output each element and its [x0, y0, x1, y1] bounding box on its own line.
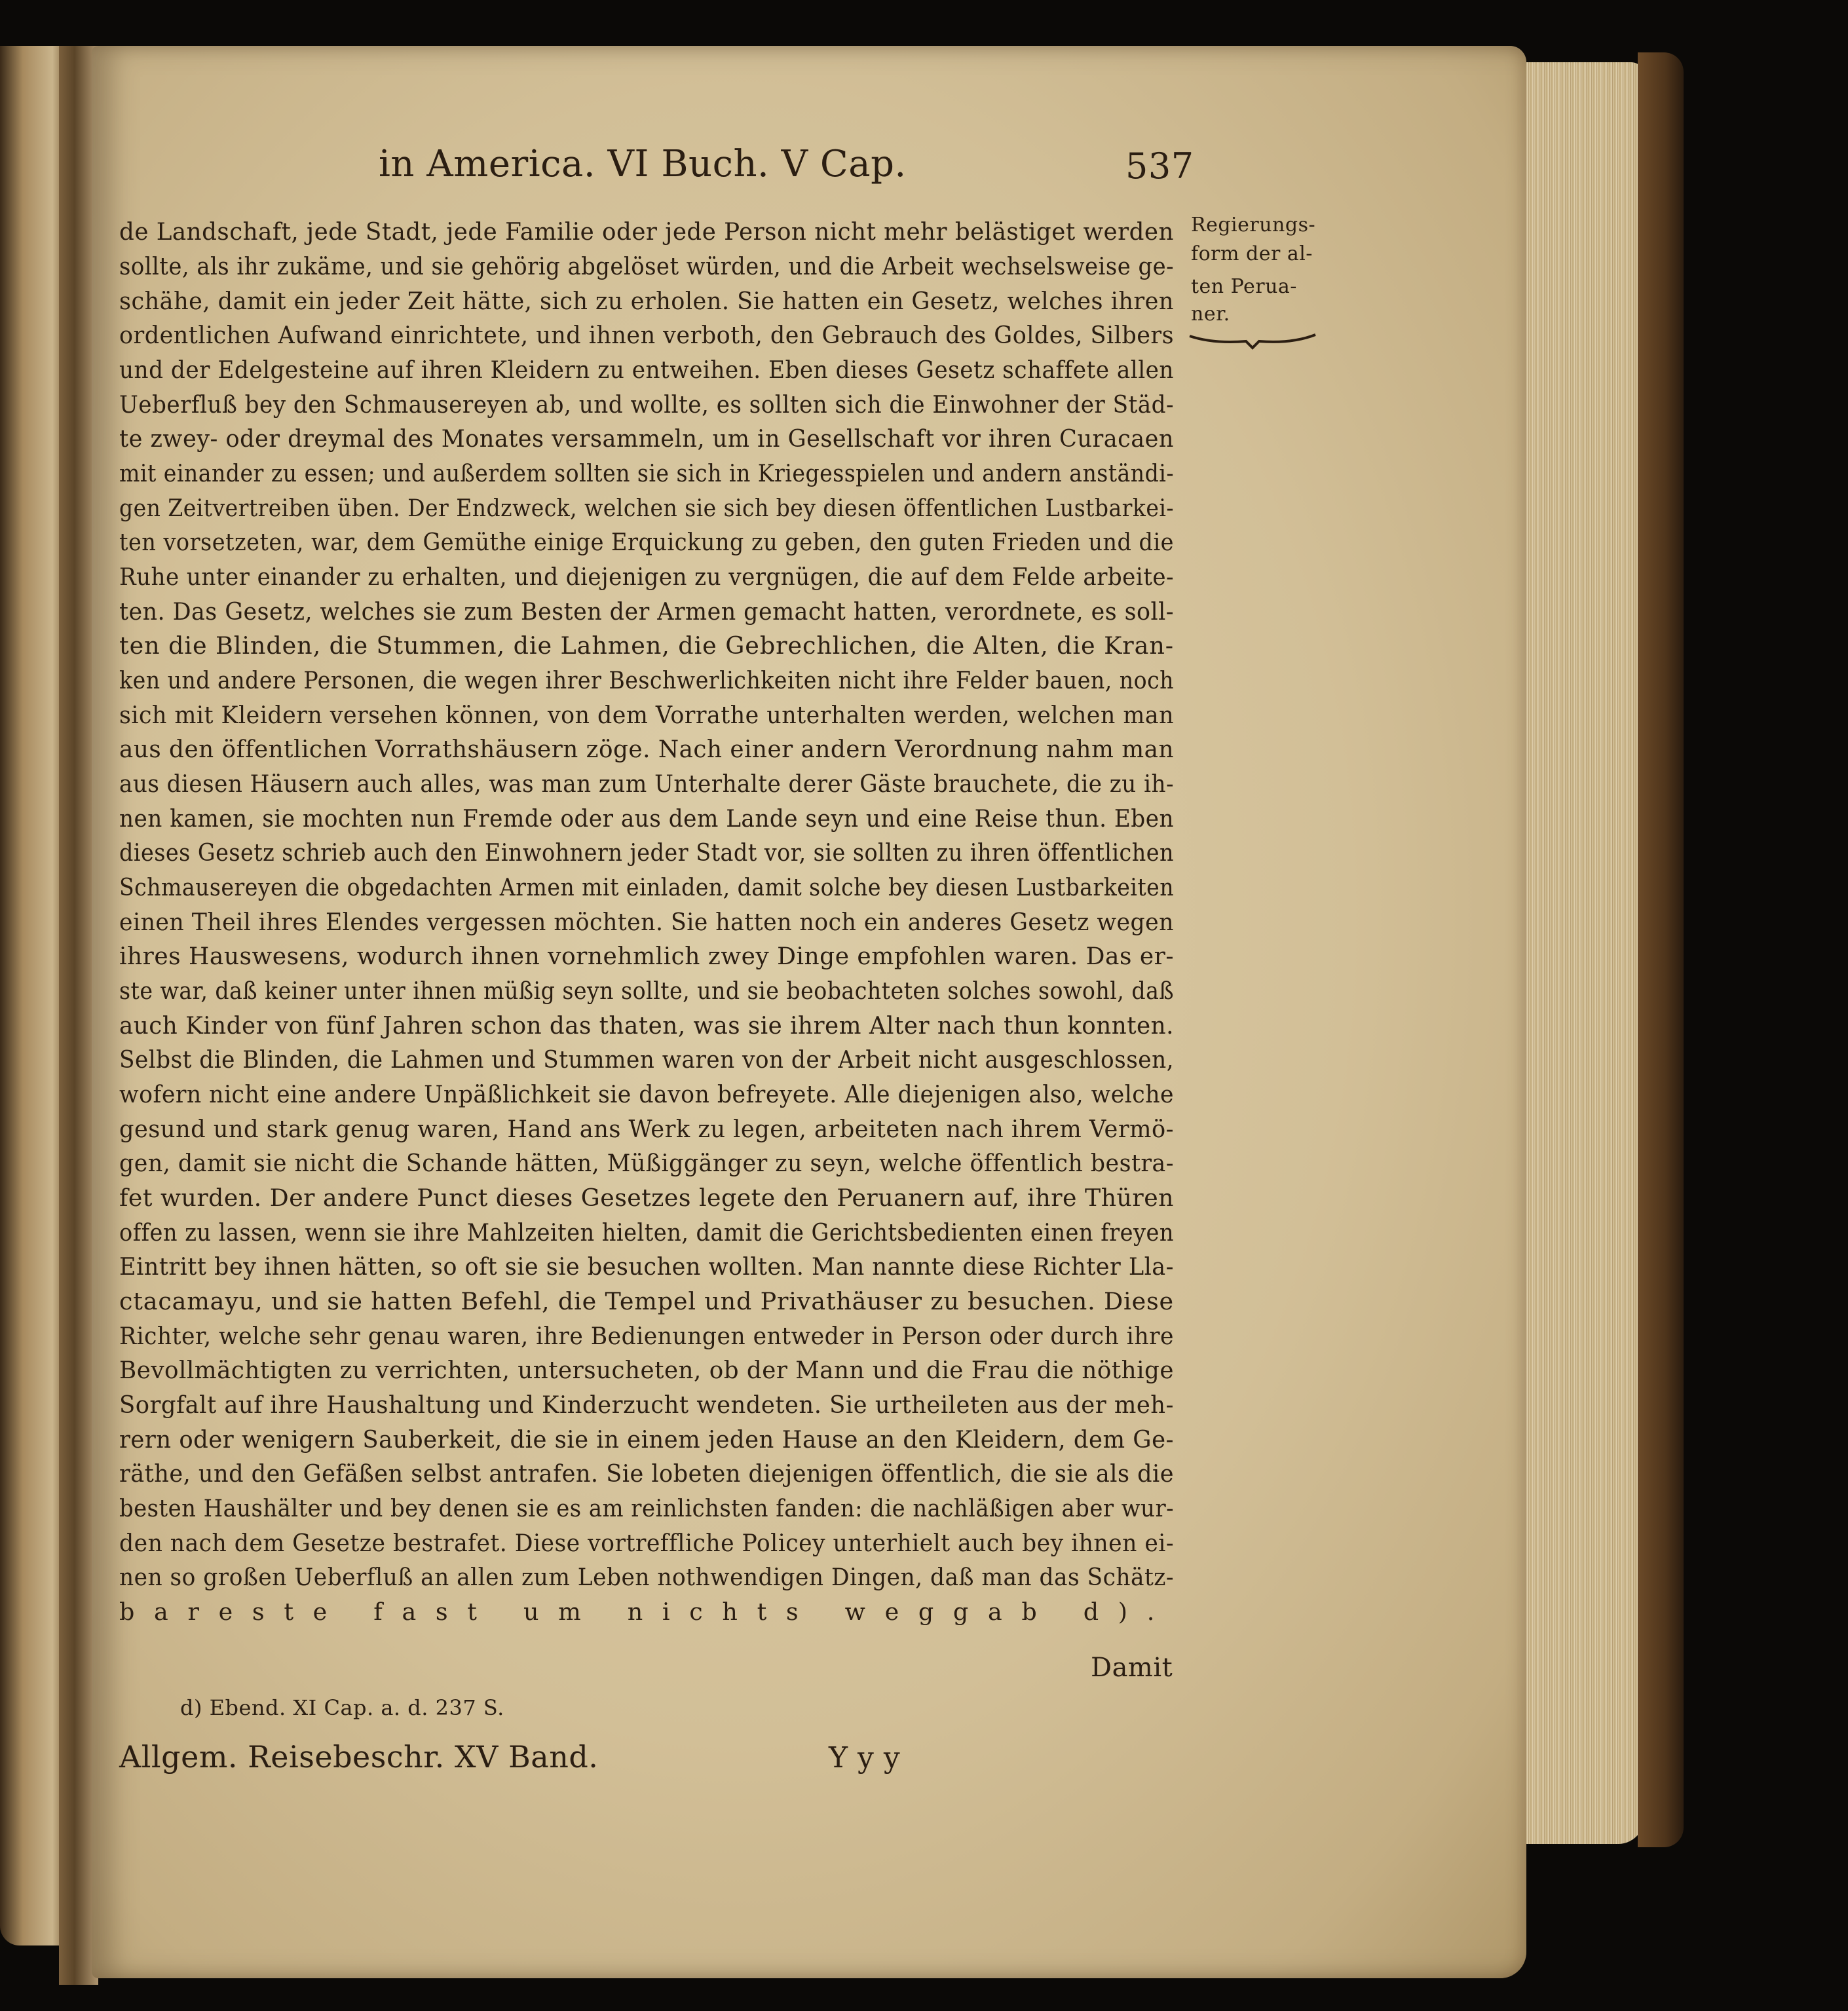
body-line: wofern nicht eine andere Unpäßlichkeit sie davon befreyete. Alle diejenigen also, welche: [119, 1080, 1174, 1108]
body-line: Ruhe unter einander zu erhalten, und diejenigen zu vergnügen, die auf dem Felde arbeite-: [119, 563, 1174, 591]
body-line: Sorgfalt auf ihre Haushaltung und Kinderzucht wendeten. Sie urtheileten aus der meh-: [119, 1391, 1174, 1419]
previous-page-edge: [0, 46, 66, 1945]
body-line: nen kamen, sie mochten nun Fremde oder aus dem Lande seyn und eine Reise thun. Eben: [119, 804, 1174, 833]
body-line: räthe, und den Gefäßen selbst antrafen. Sie lobeten diejenigen öffentlich, die sie als die: [119, 1459, 1174, 1488]
marginal-bracket: [1187, 331, 1318, 350]
body-line: aus diesen Häusern auch alles, was man zum Unterhalte derer Gäste brauchete, die zu ih-: [119, 770, 1174, 798]
body-line: einen Theil ihres Elendes vergessen möchten. Sie hatten noch ein anderes Gesetz wegen: [119, 908, 1174, 936]
body-line: ten vorsetzeten, war, dem Gemüthe einige Erquickung zu geben, den guten Frieden und die: [119, 528, 1174, 556]
page-block-edges: [1513, 62, 1644, 1844]
signature-mark: Y y y: [829, 1741, 901, 1775]
body-line: fet wurden. Der andere Punct dieses Gesetzes legete den Peruanern auf, ihre Thüren: [119, 1184, 1174, 1212]
body-line: te zwey- oder dreymal des Monates versammeln, um in Gesellschaft vor ihren Curacaen: [119, 424, 1174, 453]
body-line: ten. Das Gesetz, welches sie zum Besten der Armen gemacht hatten, verordnete, es soll-: [119, 597, 1174, 626]
marginal-note-line: ten Perua-: [1191, 275, 1297, 298]
body-line: ste war, daß keiner unter ihnen müßig seyn sollte, und sie beobachteten solches sowohl, daß: [119, 977, 1174, 1005]
body-line: gesund und stark genug waren, Hand ans Werk zu legen, arbeiteten nach ihrem Vermö-: [119, 1115, 1174, 1143]
running-header: in America. VI Buch. V Cap.: [379, 143, 907, 185]
body-line: Ueberfluß bey den Schmausereyen ab, und wollte, es sollten sich die Einwohner der Städ-: [119, 390, 1174, 419]
body-line: Schmausereyen die obgedachten Armen mit einladen, damit solche bey diesen Lustbarkeiten: [119, 873, 1174, 901]
marginal-note-line: Regierungs-: [1191, 214, 1316, 236]
body-line: schähe, damit ein jeder Zeit hätte, sich zu erholen. Sie hatten ein Gesetz, welches ihren: [119, 287, 1174, 315]
body-line: Bevollmächtigten zu verrichten, untersucheten, ob der Mann und die Frau die nöthige: [119, 1356, 1174, 1384]
body-line: nen so großen Ueberfluß an allen zum Leben nothwendigen Dingen, daß man das Schätz-: [119, 1563, 1174, 1591]
body-line: besten Haushälter und bey denen sie es am reinlichsten fanden: die nachläßigen aber wur-: [119, 1494, 1174, 1522]
catchword: Damit: [1091, 1653, 1173, 1683]
body-line: rern oder wenigern Sauberkeit, die sie in einem jeden Hause an den Kleidern, dem Ge-: [119, 1425, 1174, 1454]
body-line: aus den öffentlichen Vorrathshäusern zöge. Nach einer andern Verordnung nahm man: [119, 735, 1174, 763]
body-line: offen zu lassen, wenn sie ihre Mahlzeiten hielten, damit die Gerichtsbedienten einen freyen: [119, 1218, 1174, 1247]
body-line: den nach dem Gesetze bestrafet. Diese vortreffliche Policey unterhielt auch bey ihnen ei-: [119, 1529, 1174, 1557]
body-line: sollte, als ihr zukäme, und sie gehörig abgelöset würden, und die Arbeit wechselsweise ge-: [119, 252, 1174, 280]
page-number: 537: [1125, 145, 1194, 187]
body-line: ordentlichen Aufwand einrichtete, und ihnen verboth, den Gebrauch des Goldes, Silbers: [119, 321, 1174, 349]
body-line: ihres Hauswesens, wodurch ihnen vornehmlich zwey Dinge empfohlen waren. Das er-: [119, 942, 1174, 970]
body-line: mit einander zu essen; und außerdem sollten sie sich in Kriegesspielen und andern anständi-: [119, 459, 1174, 487]
body-line: gen, damit sie nicht die Schande hätten, Müßiggänger zu seyn, welche öffentlich bestra-: [119, 1149, 1174, 1177]
body-line: gen Zeitvertreiben üben. Der Endzweck, welchen sie sich bey diesen öffentlichen Lustbarkei-: [119, 494, 1174, 522]
footnote: d) Ebend. XI Cap. a. d. 237 S.: [180, 1695, 504, 1720]
body-line: de Landschaft, jede Stadt, jede Familie oder jede Person nicht mehr belästiget werden: [119, 217, 1174, 246]
marginal-note-line: ner.: [1191, 303, 1230, 326]
marginal-note-line: form der al-: [1191, 242, 1313, 265]
body-line: Selbst die Blinden, die Lahmen und Stummen waren von der Arbeit nicht ausgeschlossen,: [119, 1045, 1174, 1074]
body-line: auch Kinder von fünf Jahren schon das thaten, was sie ihrem Alter nach thun konnten.: [119, 1011, 1174, 1040]
body-line: sich mit Kleidern versehen können, von dem Vorrathe unterhalten werden, welchen man: [119, 701, 1174, 729]
body-line: und der Edelgesteine auf ihren Kleidern zu entweihen. Eben dieses Gesetz schaffete allen: [119, 356, 1174, 384]
body-line: ctacamayu, und sie hatten Befehl, die Tempel und Privathäuser zu besuchen. Diese: [119, 1287, 1174, 1315]
body-line: ten die Blinden, die Stummen, die Lahmen, die Gebrechlichen, die Alten, die Kran-: [119, 631, 1174, 660]
body-line: ken und andere Personen, die wegen ihrer Beschwerlichkeiten nicht ihre Felder bauen, noch: [119, 666, 1174, 694]
body-line: bareste fast um nichts weggab d).: [119, 1598, 1174, 1626]
volume-signature: Allgem. Reisebeschr. XV Band.: [119, 1739, 599, 1775]
book-cover-edge: [1638, 52, 1684, 1847]
body-line: Eintritt bey ihnen hätten, so oft sie sie besuchen wollten. Man nannte diese Richter Lla-: [119, 1252, 1174, 1281]
body-line: dieses Gesetz schrieb auch den Einwohnern jeder Stadt vor, sie sollten zu ihren öffentlichen: [119, 838, 1174, 867]
body-line: Richter, welche sehr genau waren, ihre Bedienungen entweder in Person oder durch ihre: [119, 1322, 1174, 1350]
